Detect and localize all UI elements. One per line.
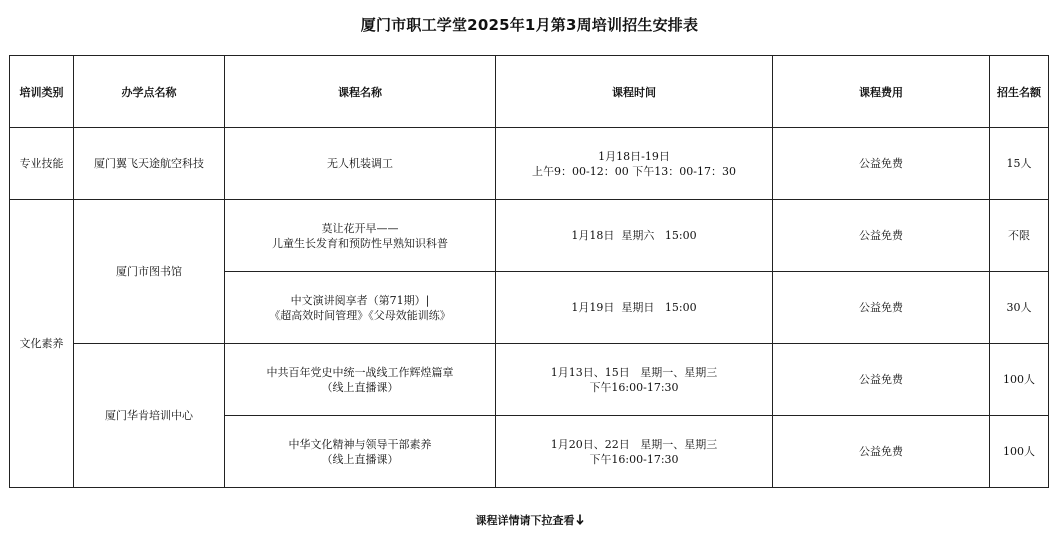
course-name-line: （线上直播课）	[321, 380, 399, 394]
school-cell: 厦门华肯培训中心	[74, 344, 225, 488]
header-course: 课程名称	[225, 56, 496, 128]
time-line: 1月19日 星期日 15:00	[571, 301, 697, 314]
table-row	[10, 344, 1049, 416]
header-time: 课程时间	[496, 56, 773, 128]
header-quota: 招生名额	[990, 56, 1049, 128]
category-cell: 专业技能	[10, 128, 74, 200]
quota-cell: 100人	[990, 344, 1049, 416]
course-name-line: 中华文化精神与领导干部素养	[288, 437, 432, 451]
schedule-table	[9, 55, 1049, 488]
fee-cell: 公益免费	[773, 272, 990, 344]
course-cell	[225, 416, 496, 488]
course-name-line: 中共百年党史中统一战线工作辉煌篇章	[266, 365, 454, 379]
time-cell	[496, 344, 773, 416]
page-title: 厦门市职工学堂2025年1月第3周培训招生安排表	[360, 16, 699, 34]
school-cell: 厦门市图书馆	[74, 200, 225, 344]
course-name-line: （线上直播课）	[321, 452, 399, 466]
course-name-line: 儿童生长发育和预防性早熟知识科普	[272, 236, 448, 250]
header-school: 办学点名称	[74, 56, 225, 128]
time-line: 1月20日、22日 星期一、星期三	[550, 437, 718, 451]
time-line: 下午16:00-17:30	[589, 380, 679, 394]
course-name-line: 《超高效时间管理》《父母效能训练》	[269, 308, 451, 322]
scroll-hint[interactable]	[0, 512, 1059, 528]
quota-cell: 不限	[990, 200, 1049, 272]
header-category: 培训类别	[10, 56, 74, 128]
arrow-down-icon	[576, 514, 584, 527]
header-fee: 课程费用	[773, 56, 990, 128]
course-name-line: 无人机装调工	[327, 157, 393, 170]
quota-cell: 15人	[990, 128, 1049, 200]
course-name-line: 中文演讲阅享者（第71期）|	[290, 293, 430, 307]
table-row	[10, 200, 1049, 272]
course-cell	[225, 200, 496, 272]
category-cell: 文化素养	[10, 200, 74, 488]
time-line: 1月13日、15日 星期一、星期三	[550, 365, 718, 379]
time-line: 1月18日 星期六 15:00	[571, 229, 697, 242]
table-header-row	[10, 56, 1049, 128]
time-line: 1月18日-19日	[598, 149, 670, 163]
time-cell	[496, 128, 773, 200]
school-cell: 厦门翼飞天途航空科技	[74, 128, 225, 200]
course-cell	[225, 344, 496, 416]
time-line: 下午16:00-17:30	[589, 452, 679, 466]
scroll-hint-text: 课程详情请下拉查看	[475, 514, 575, 527]
course-cell	[225, 128, 496, 200]
time-cell	[496, 416, 773, 488]
time-line: 上午9：00-12：00 下午13：00-17：30	[532, 164, 736, 178]
quota-cell: 30人	[990, 272, 1049, 344]
fee-cell: 公益免费	[773, 344, 990, 416]
quota-cell: 100人	[990, 416, 1049, 488]
time-cell	[496, 200, 773, 272]
time-cell	[496, 272, 773, 344]
fee-cell: 公益免费	[773, 200, 990, 272]
course-cell	[225, 272, 496, 344]
fee-cell: 公益免费	[773, 416, 990, 488]
table-row	[10, 128, 1049, 200]
course-name-line: 莫让花开早——	[321, 221, 399, 235]
fee-cell: 公益免费	[773, 128, 990, 200]
